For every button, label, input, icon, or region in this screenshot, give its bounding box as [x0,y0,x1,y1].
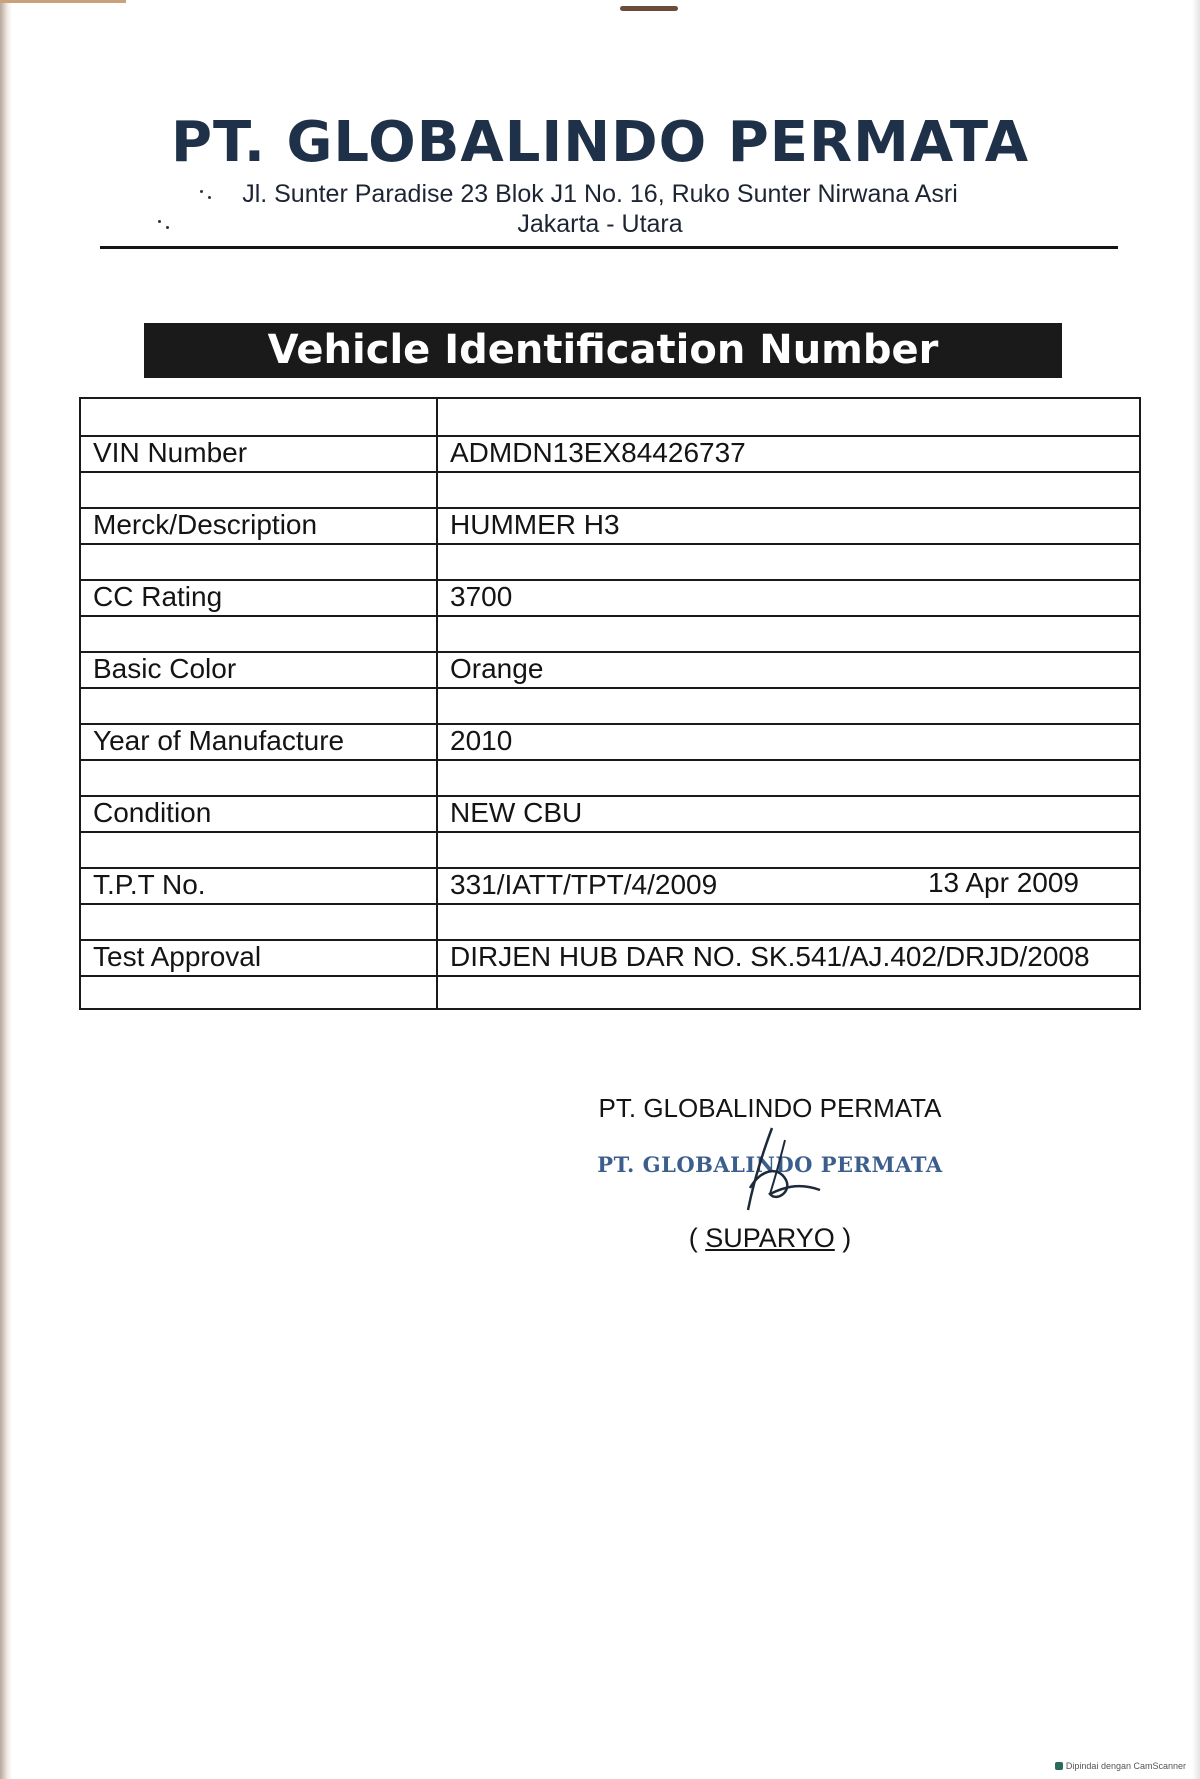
tpt-number-label: T.P.T No. [93,869,206,900]
company-city: Jakarta - Utara [517,210,683,238]
description-label: Merck/Description [93,509,318,540]
scan-edge-mark [0,0,126,3]
basic-color-label: Basic Color [93,653,237,684]
scanner-watermark-text: Dipindai dengan CamScanner [1065,1761,1186,1771]
basic-color-value: Orange [450,653,544,684]
row-line [81,471,1139,473]
row-line [81,579,1139,581]
condition-value: NEW CBU [450,797,583,828]
vehicle-details-table [79,397,1141,1010]
row-line [81,651,1139,653]
condition-label: Condition [93,797,212,828]
description-value: HUMMER H3 [450,509,620,540]
signatory-company: PT. GLOBALINDO PERMATA [598,1093,942,1123]
tpt-date-value: 13 Apr 2009 [927,867,1079,898]
row-line [81,543,1139,545]
open-parenthesis: ( [688,1223,698,1253]
scan-binder-mark [620,6,678,11]
column-divider [436,399,438,1008]
header-divider [100,246,1118,249]
year-label: Year of Manufacture [93,725,345,756]
row-line [81,903,1139,905]
company-stamp: PT. GLOBALINDO PERMATA [597,1152,943,1177]
cc-rating-value: 3700 [450,581,513,612]
row-line [81,615,1139,617]
page-shadow-left [0,0,12,1779]
row-line [81,687,1139,689]
signatory-name-text: SUPARYO [705,1223,835,1253]
certificate-title: Vehicle Identification Number Certificate [144,323,1062,378]
vin-number-value: ADMDN13EX84426737 [450,437,746,468]
test-approval-label: Test Approval [93,941,262,972]
company-address: Jl. Sunter Paradise 23 Blok J1 No. 16, Ruko Sunter Nirwana Asri [242,180,958,208]
test-approval-value: DIRJEN HUB DAR NO. SK.541/AJ.402/DRJD/2008 [450,941,1090,972]
page-shadow-right [1192,0,1200,1779]
year-value: 2010 [450,725,513,756]
camscanner-icon [1055,1762,1063,1770]
row-line [81,759,1139,761]
signatory-name [560,1223,980,1254]
row-line [81,795,1139,797]
cc-rating-label: CC Rating [93,581,223,612]
scanner-watermark [1055,1761,1186,1771]
vin-number-label: VIN Number [93,437,248,468]
handwritten-signature [730,1110,840,1220]
row-line [81,831,1139,833]
close-parenthesis: ) [842,1223,852,1253]
tpt-number-value: 331/IATT/TPT/4/2009 [450,869,718,900]
company-name: PT. GLOBALINDO PERMATA [170,110,1030,175]
row-line [81,975,1139,977]
